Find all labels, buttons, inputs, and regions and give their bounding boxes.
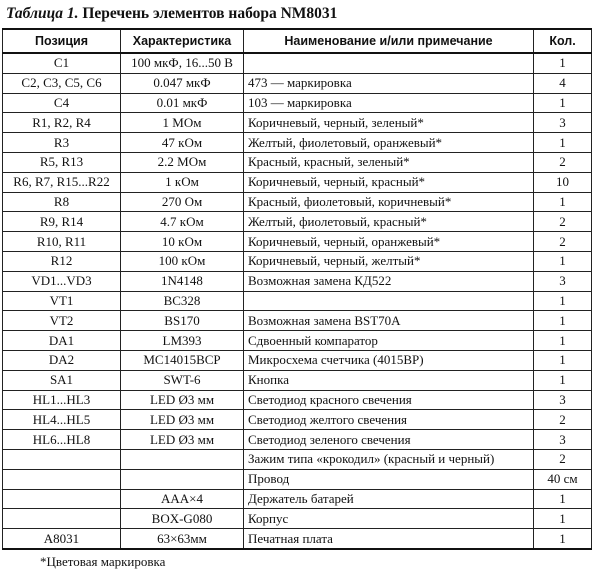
cell-description: Провод [244,469,534,489]
parts-table [2,28,592,550]
cell-quantity: 1 [534,331,592,351]
cell-position: VT2 [3,311,121,331]
cell-position: HL6...HL8 [3,430,121,450]
cell-characteristic [121,449,244,469]
cell-characteristic: LED Ø3 мм [121,410,244,430]
cell-position: R10, R11 [3,232,121,252]
cell-description [244,53,534,73]
table-row [3,113,592,133]
cell-quantity: 2 [534,410,592,430]
cell-description: Зажим типа «крокодил» (красный и черный) [244,449,534,469]
table-row [3,172,592,192]
cell-position: C1 [3,53,121,73]
cell-description: Коричневый, черный, желтый* [244,251,534,271]
cell-characteristic: 1N4148 [121,271,244,291]
cell-characteristic: LM393 [121,331,244,351]
table-row [3,53,592,73]
cell-quantity: 1 [534,192,592,212]
cell-quantity: 1 [534,133,592,153]
table-row [3,449,592,469]
cell-description: Кнопка [244,370,534,390]
cell-position: R9, R14 [3,212,121,232]
cell-characteristic: BC328 [121,291,244,311]
table-row [3,291,592,311]
cell-position: HL4...HL5 [3,410,121,430]
cell-characteristic: 47 кОм [121,133,244,153]
cell-characteristic: LED Ø3 мм [121,430,244,450]
table-row [3,390,592,410]
cell-quantity: 10 [534,172,592,192]
table-row [3,232,592,252]
table-title [6,5,337,23]
table-row [3,271,592,291]
cell-characteristic: BS170 [121,311,244,331]
cell-position: A8031 [3,529,121,549]
cell-quantity: 1 [534,53,592,73]
footnote: *Цветовая маркировка [40,554,166,569]
cell-characteristic: 10 кОм [121,232,244,252]
column-header-position: Позиция [3,29,121,53]
header-row [3,29,592,53]
cell-description: Сдвоенный компаратор [244,331,534,351]
cell-characteristic: 2.2 МОм [121,152,244,172]
cell-characteristic: SWT-6 [121,370,244,390]
cell-quantity: 1 [534,93,592,113]
cell-description: Коричневый, черный, оранжевый* [244,232,534,252]
cell-characteristic: LED Ø3 мм [121,390,244,410]
table-row [3,469,592,489]
table-row [3,251,592,271]
cell-quantity: 1 [534,489,592,509]
cell-quantity: 1 [534,350,592,370]
cell-characteristic: 63×63мм [121,529,244,549]
cell-quantity: 2 [534,212,592,232]
cell-position: DA1 [3,331,121,351]
cell-characteristic: 100 кОм [121,251,244,271]
table-title-lead: Таблица 1. [6,5,79,22]
cell-position: DA2 [3,350,121,370]
cell-description: Коричневый, черный, зеленый* [244,113,534,133]
cell-characteristic: 100 мкФ, 16...50 В [121,53,244,73]
table-title-text: Перечень элементов набора NM8031 [82,5,338,22]
cell-characteristic: 0.01 мкФ [121,93,244,113]
cell-characteristic: MC14015BCP [121,350,244,370]
cell-description: Желтый, фиолетовый, оранжевый* [244,133,534,153]
cell-description: Светодиод красного свечения [244,390,534,410]
cell-description: Красный, фиолетовый, коричневый* [244,192,534,212]
cell-position: R1, R2, R4 [3,113,121,133]
cell-position: VD1...VD3 [3,271,121,291]
cell-characteristic: 1 кОм [121,172,244,192]
cell-characteristic: 4.7 кОм [121,212,244,232]
cell-quantity: 3 [534,113,592,133]
cell-quantity: 1 [534,251,592,271]
cell-description: Светодиод зеленого свечения [244,430,534,450]
cell-characteristic: 270 Ом [121,192,244,212]
cell-quantity: 2 [534,152,592,172]
cell-quantity: 1 [534,529,592,549]
cell-position: R12 [3,251,121,271]
cell-characteristic: BOX-G080 [121,509,244,529]
cell-quantity: 3 [534,430,592,450]
column-header-quantity: Кол. [534,29,592,53]
cell-description: Светодиод желтого свечения [244,410,534,430]
cell-position [3,469,121,489]
table-row [3,331,592,351]
cell-position [3,449,121,469]
cell-quantity: 1 [534,291,592,311]
parts-table-body [3,53,592,549]
cell-quantity: 2 [534,232,592,252]
table-row [3,73,592,93]
cell-characteristic [121,469,244,489]
cell-position: R5, R13 [3,152,121,172]
cell-position: HL1...HL3 [3,390,121,410]
table-row [3,529,592,549]
cell-position: C4 [3,93,121,113]
cell-characteristic: 1 МОм [121,113,244,133]
table-row [3,192,592,212]
column-header-description: Наименование и/или примечание [244,29,534,53]
table-row [3,370,592,390]
table-row [3,311,592,331]
table-row [3,509,592,529]
cell-quantity: 2 [534,449,592,469]
table-row [3,350,592,370]
table-row [3,93,592,113]
cell-description: Коричневый, черный, красный* [244,172,534,192]
cell-quantity: 1 [534,509,592,529]
cell-position: R8 [3,192,121,212]
cell-quantity: 3 [534,271,592,291]
cell-quantity: 1 [534,311,592,331]
cell-characteristic: AAA×4 [121,489,244,509]
table-row [3,212,592,232]
cell-quantity: 1 [534,370,592,390]
cell-position [3,509,121,529]
cell-description [244,291,534,311]
column-header-characteristic: Характеристика [121,29,244,53]
cell-description: 103 — маркировка [244,93,534,113]
table-row [3,410,592,430]
cell-description: Корпус [244,509,534,529]
table-row [3,133,592,153]
cell-description: Печатная плата [244,529,534,549]
cell-position: R6, R7, R15...R22 [3,172,121,192]
cell-quantity: 40 см [534,469,592,489]
cell-characteristic: 0.047 мкФ [121,73,244,93]
cell-description: Микросхема счетчика (4015ВР) [244,350,534,370]
cell-position: C2, C3, C5, C6 [3,73,121,93]
cell-description: Возможная замена КД522 [244,271,534,291]
cell-position: VT1 [3,291,121,311]
cell-quantity: 3 [534,390,592,410]
cell-position: SA1 [3,370,121,390]
table-row [3,489,592,509]
cell-position [3,489,121,509]
cell-description: Держатель батарей [244,489,534,509]
table-row [3,430,592,450]
cell-description: 473 — маркировка [244,73,534,93]
cell-quantity: 4 [534,73,592,93]
cell-description: Желтый, фиолетовый, красный* [244,212,534,232]
cell-description: Возможная замена BST70A [244,311,534,331]
cell-position: R3 [3,133,121,153]
table-row [3,152,592,172]
cell-description: Красный, красный, зеленый* [244,152,534,172]
